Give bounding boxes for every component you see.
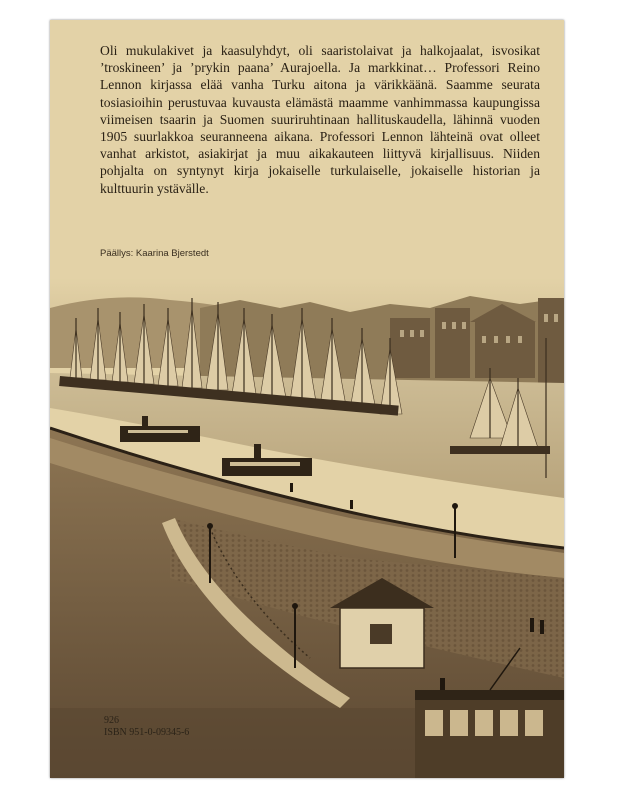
isbn-number: ISBN 951-0-09345-6 xyxy=(104,727,190,738)
book-back-cover xyxy=(50,20,564,778)
harbor-photograph xyxy=(50,278,564,778)
catalog-code: 926 xyxy=(104,715,119,726)
isbn-block xyxy=(104,715,189,739)
cover-blurb: Oli mukulakivet ja kaasulyhdyt, oli saaristolaivat ja halkojaalat, isvosikat ’troskineen’ ja ’prykin paana’ Aurajoella. Ja markkinat… Professori Reino Lennon kirjassa elää vanha Turku aitona ja värikkäänä. Saamme seurata tosiasioihin perustuvaa kuvausta elämästä maamme vanhimmassa kaupungissa viimeisen tsaarin ja Suomen suuriruhtinaan hallituskaudella, lähinnä vuoden 1905 suurlakkoa seuranneena aikana. Professori Lennon lähteinä ovat olleet vanhat arkistot, asiakirjat ja muu aikakauteen liittyvä kirjallisuus. Niiden pohjalta on syntynyt kirja jokaiselle turkulaiselle, jokaiselle historian ja kulttuurin ystävälle. xyxy=(100,43,540,196)
cover-designer-credit: Päällys: Kaarina Bjerstedt xyxy=(100,248,209,259)
